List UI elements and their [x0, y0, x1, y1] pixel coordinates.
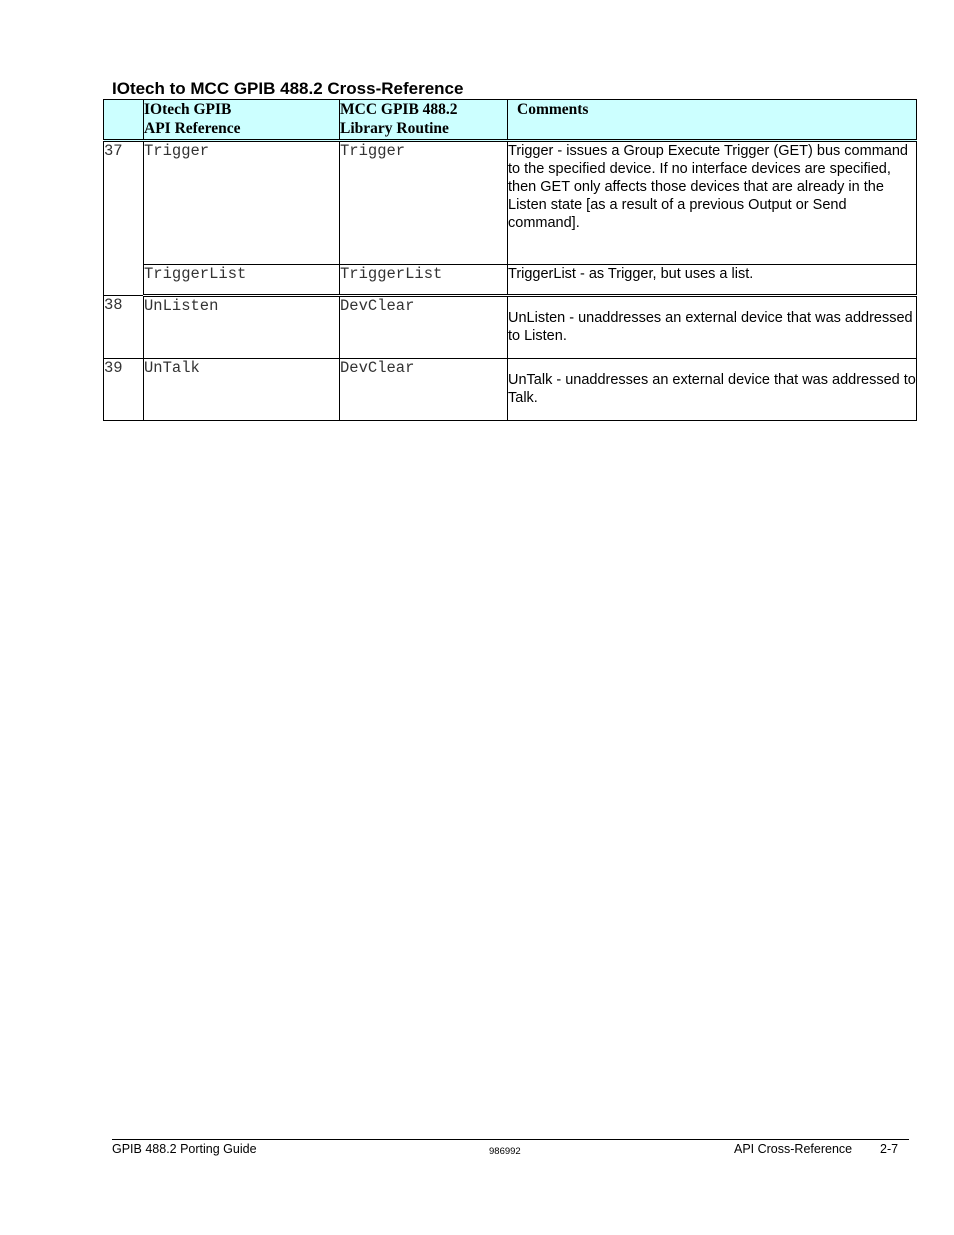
footer-rule: [112, 1139, 909, 1140]
header-mcc-line2: Library Routine: [340, 120, 449, 137]
iotech-routine: TriggerList: [144, 265, 340, 296]
header-mcc: [340, 100, 508, 141]
iotech-routine: UnListen: [144, 296, 340, 359]
iotech-routine: UnTalk: [144, 359, 340, 421]
cross-reference-table: [103, 99, 917, 421]
header-iotech-line2: API Reference: [144, 120, 241, 137]
header-iotech-line1: IOtech GPIB: [144, 101, 232, 118]
row-number: 38: [104, 296, 144, 359]
mcc-routine: DevClear: [340, 296, 508, 359]
table-row: [104, 296, 917, 359]
table-row: [104, 265, 917, 296]
header-num: [104, 100, 144, 141]
footer-doc-title: GPIB 488.2 Porting Guide: [112, 1142, 257, 1156]
table-row: [104, 359, 917, 421]
footer-page-number: 2-7: [880, 1142, 899, 1156]
comment: Trigger - issues a Group Execute Trigger (GET) bus command to the specified device. If no interface devices are specified, then GET only affects those devices that are already in the Listen state [as a result of a previous Output or Send command].: [508, 141, 917, 265]
row-number: 37: [104, 141, 144, 296]
header-comments: Comments: [508, 100, 917, 141]
footer-doc-number: 986992: [489, 1146, 521, 1157]
mcc-routine: TriggerList: [340, 265, 508, 296]
comment: UnListen - unaddresses an external device that was addressed to Listen.: [508, 296, 917, 359]
table-row: [104, 141, 917, 265]
mcc-routine: DevClear: [340, 359, 508, 421]
page-title: IOtech to MCC GPIB 488.2 Cross-Reference: [112, 79, 464, 98]
header-mcc-line1: MCC GPIB 488.2: [340, 101, 458, 118]
comment: UnTalk - unaddresses an external device that was addressed to Talk.: [508, 359, 917, 421]
comment: TriggerList - as Trigger, but uses a list.: [508, 265, 917, 296]
row-number: 39: [104, 359, 144, 421]
header-iotech: [144, 100, 340, 141]
table-header: [104, 100, 917, 141]
footer-section: API Cross-Reference: [734, 1142, 853, 1156]
mcc-routine: Trigger: [340, 141, 508, 265]
iotech-routine: Trigger: [144, 141, 340, 265]
